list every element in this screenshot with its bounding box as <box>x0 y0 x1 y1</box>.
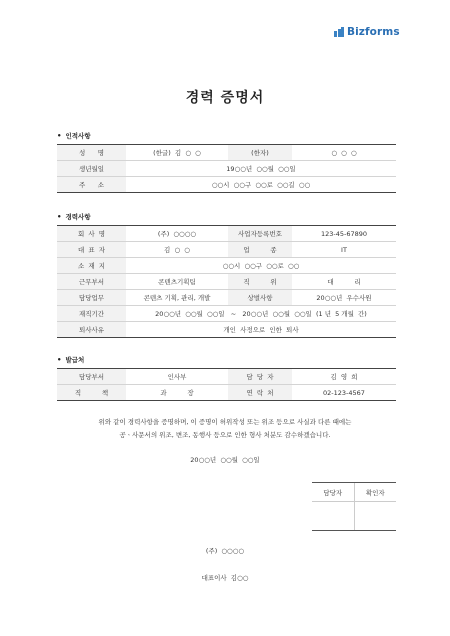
personal-table <box>57 144 396 193</box>
logo-bar-3 <box>341 27 344 37</box>
industry-value: IT <box>292 242 396 258</box>
issuer-rank-value: 과 장 <box>126 385 228 401</box>
table-row <box>57 161 396 177</box>
location-label: 소 재 지 <box>57 258 126 274</box>
approval-header-row <box>312 483 396 502</box>
birth-value: 19○○년 ○○월 ○○일 <box>126 161 396 177</box>
brand-name: Bizforms <box>347 26 400 38</box>
name-hanja-value: ○ ○ ○ <box>292 145 396 161</box>
address-value: ○○시 ○○구 ○○로 ○○길 ○○ <box>126 177 396 193</box>
industry-label: 업 종 <box>228 242 292 258</box>
table-row <box>57 385 396 401</box>
table-row <box>57 322 396 338</box>
ceo-label: 대 표 자 <box>57 242 126 258</box>
birth-label: 생년월일 <box>57 161 126 177</box>
document-title: 경력 증명서 <box>185 90 265 106</box>
statement-line-1: 위와 같이 경력사항을 증명하며, 이 증명이 허위작성 또는 위조 등으로 사실과 다른 때에는 <box>98 418 352 426</box>
name-korean-value: (한글) 김 ○ ○ <box>126 145 228 161</box>
section-issuer-label: 발급처 <box>65 356 85 364</box>
duty-value: 콘텐츠 기획, 관리, 개발 <box>126 290 228 306</box>
certification-statement <box>0 416 450 442</box>
bullet-icon: • <box>57 131 62 140</box>
name-label: 성 명 <box>57 145 126 161</box>
position-label: 직 위 <box>228 274 292 290</box>
approval-box <box>312 482 396 531</box>
name-hanja-label: (한자) <box>228 145 292 161</box>
duty-label: 담당업무 <box>57 290 126 306</box>
brand-logo <box>334 26 400 38</box>
section-career-heading <box>57 212 91 221</box>
company-label: 회 사 명 <box>57 226 126 242</box>
issuer-person-label: 담 당 자 <box>228 369 292 385</box>
issue-date: 20○○년 ○○월 ○○일 <box>190 456 260 464</box>
section-personal-heading <box>57 131 91 140</box>
issuer-dept-value: 인사부 <box>126 369 228 385</box>
ceo-value: 김 ○ ○ <box>126 242 228 258</box>
location-value: ○○시 ○○구 ○○로 ○○ <box>126 258 396 274</box>
award-label: 상벌사항 <box>228 290 292 306</box>
approval-sign-row <box>312 502 396 531</box>
table-row <box>57 177 396 193</box>
career-table <box>57 225 396 338</box>
dept-label: 근무부서 <box>57 274 126 290</box>
reason-value: 개인 사정으로 인한 퇴사 <box>126 322 396 338</box>
staff-sign-cell <box>312 502 354 531</box>
company-name: (주) ○○○○ <box>205 547 245 555</box>
section-issuer-heading <box>57 355 84 364</box>
issuer-phone-label: 연 락 처 <box>228 385 292 401</box>
confirmer-sign-cell <box>354 502 396 531</box>
issuer-table <box>57 368 396 401</box>
bizno-label: 사업자등록번호 <box>228 226 292 242</box>
bullet-icon: • <box>57 212 62 221</box>
issuer-rank-label: 직 책 <box>57 385 126 401</box>
issuer-phone-value: 02-123-4567 <box>292 385 396 401</box>
statement-line-2: 공ㆍ사문서의 위조, 변조, 동행사 등으로 인한 형사 처분도 감수하겠습니다. <box>119 431 331 439</box>
issuer-dept-label: 담당부서 <box>57 369 126 385</box>
approval-col-confirmer: 확인자 <box>354 483 396 502</box>
company-value: (주) ○○○○ <box>126 226 228 242</box>
dept-value: 콘텐츠기획팀 <box>126 274 228 290</box>
period-label: 재직기간 <box>57 306 126 322</box>
award-value: 20○○년 우수사원 <box>292 290 396 306</box>
table-row <box>57 242 396 258</box>
bullet-icon: • <box>57 355 62 364</box>
table-row <box>57 290 396 306</box>
table-row <box>57 145 396 161</box>
table-row <box>57 226 396 242</box>
address-label: 주 소 <box>57 177 126 193</box>
position-value: 대 리 <box>292 274 396 290</box>
issuer-person-value: 김 영 희 <box>292 369 396 385</box>
bizforms-logo-icon <box>334 27 344 37</box>
period-value: 20○○년 ○○월 ○○일 ~ 20○○년 ○○월 ○○일 (1 년 5 개월 간) <box>126 306 396 322</box>
table-row <box>57 369 396 385</box>
bizno-value: 123-45-67890 <box>292 226 396 242</box>
ceo-signature: 대표이사 김○○ <box>201 574 249 582</box>
reason-label: 퇴사사유 <box>57 322 126 338</box>
table-row <box>57 306 396 322</box>
table-row <box>57 258 396 274</box>
table-row <box>57 274 396 290</box>
section-personal-label: 인적사항 <box>65 132 91 140</box>
approval-col-staff: 담당자 <box>312 483 354 502</box>
section-career-label: 경력사항 <box>65 213 91 221</box>
